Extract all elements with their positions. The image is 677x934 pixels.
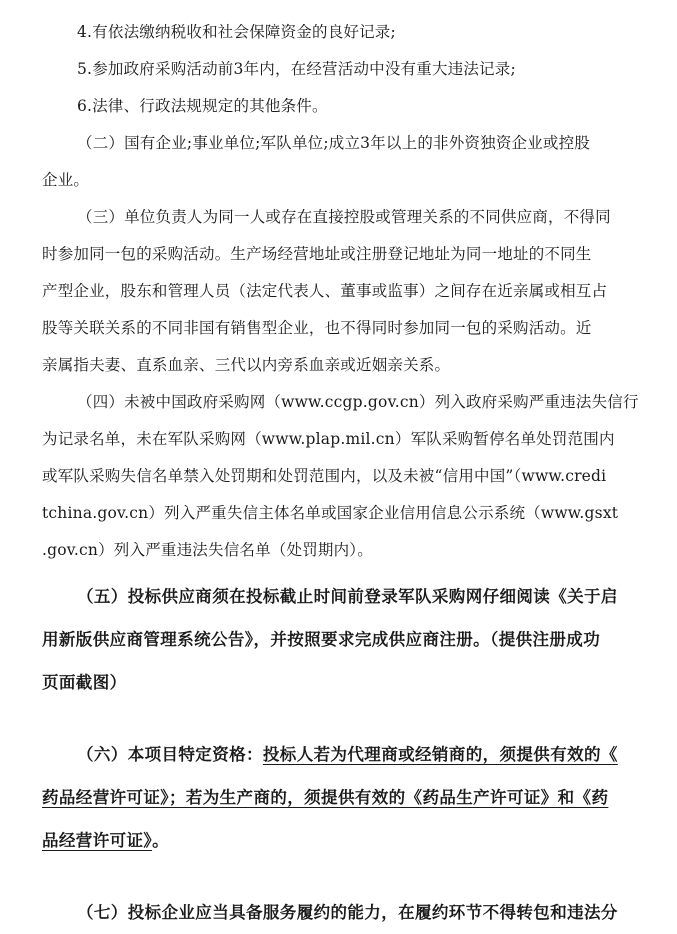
requirements-list: [42, 14, 666, 569]
section-4-line-2: 为记录名单，未在军队采购网（www.plap.mil.cn）军队采购暂停名单处罚范围内: [42, 430, 615, 448]
section-6-underlined-2: 药品经营许可证》；若为生产商的，须提供有效的《药品生产许可证》和《药: [42, 788, 609, 807]
section-4-line-3: 或军队采购失信名单禁入处罚期和处罚范围内，以及未被“信用中国”（www.credi: [42, 467, 607, 485]
section-4-line-1: （四）未被中国政府采购网（www.ccgp.gov.cn）列入政府采购严重违法失信行: [77, 393, 639, 411]
section-2-line-2: 企业。: [42, 171, 90, 189]
section-3-line-5: 亲属指夫妻、直系血亲、三代以内旁系血亲或近姻亲关系。: [42, 356, 451, 374]
section-6-period: 。: [152, 831, 169, 850]
section-6-line-1: [42, 733, 666, 776]
section-3-line-4: 股等关联关系的不同非国有销售型企业，也不得同时参加同一包的采购活动。近: [42, 319, 592, 337]
section-3-line-1: （三）单位负责人为同一人或存在直接控股或管理关系的不同供应商，不得同: [77, 208, 611, 226]
section-5-line-1: （五）投标供应商须在投标截止时间前登录军队采购网仔细阅读《关于启: [77, 587, 618, 606]
section-3-line-3: 产型企业，股东和管理人员（法定代表人、董事或监事）之间存在近亲属或相互占: [42, 282, 608, 300]
requirement-6: 6.法律、行政法规规定的其他条件。: [77, 97, 328, 115]
section-2-line-1: （二）国有企业;事业单位;军队单位;成立3年以上的非外资独资企业或控股: [77, 134, 591, 152]
section-5-line-3: 页面截图）: [42, 673, 127, 692]
section-7-line-1: （七）投标企业应当具备服务履约的能力，在履约环节不得转包和违法分: [77, 903, 618, 922]
section-6-line-2: [42, 776, 666, 819]
requirement-4: 4.有依法缴纳税收和社会保障资金的良好记录;: [77, 23, 396, 41]
document-page: [42, 14, 666, 934]
special-requirements: [42, 575, 666, 934]
section-6-line-3: [42, 819, 666, 862]
requirement-5: 5.参加政府采购活动前3年内，在经营活动中没有重大违法记录;: [77, 60, 516, 78]
section-5-line-2: 用新版供应商管理系统公告》，并按照要求完成供应商注册。（提供注册成功: [42, 630, 601, 649]
section-3-line-2: 时参加同一包的采购活动。生产场经营地址或注册登记地址为同一地址的不同生: [42, 245, 592, 263]
section-4-line-5: .gov.cn）列入严重违法失信名单（处罚期内）。: [42, 541, 373, 559]
section-4-line-4: tchina.gov.cn）列入严重失信主体名单或国家企业信用信息公示系统（www.gsxt: [42, 504, 619, 522]
section-6-underlined-1: 投标人若为代理商或经销商的，须提供有效的《: [262, 745, 618, 764]
section-6-label: （六）本项目特定资格：: [77, 745, 263, 764]
section-6-underlined-3: 品经营许可证》: [42, 831, 153, 850]
